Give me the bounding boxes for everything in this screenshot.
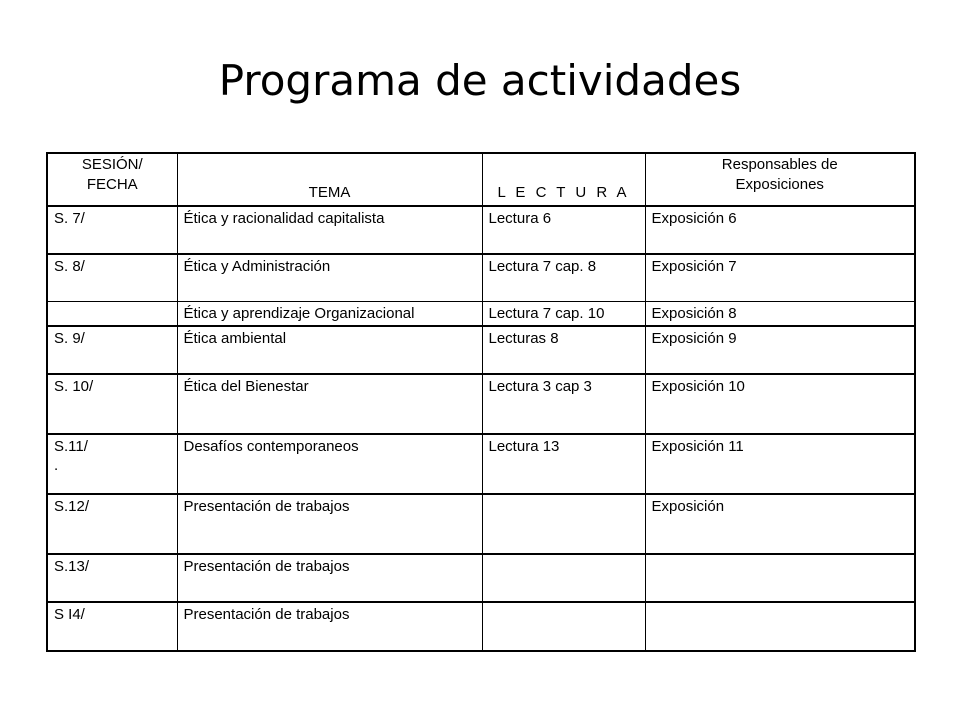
topic-cell: Desafíos contemporaneos <box>177 434 482 494</box>
table-row <box>47 434 915 494</box>
presentation-cell: Exposición 9 <box>645 326 915 374</box>
page-title: Programa de actividades <box>218 56 742 105</box>
reading-cell: Lectura 6 <box>482 206 645 254</box>
table-row <box>47 374 915 434</box>
topic-cell: Ética y racionalidad capitalista <box>177 206 482 254</box>
activities-table <box>46 152 916 652</box>
topic-cell: Presentación de trabajos <box>177 554 482 602</box>
presentation-cell: Exposición 6 <box>645 206 915 254</box>
reading-cell: Lectura 3 cap 3 <box>482 374 645 434</box>
presentation-cell <box>645 554 915 602</box>
session-cell: S. 7/ <box>47 206 177 254</box>
topic-cell: Ética y Administración <box>177 254 482 302</box>
header-session-line2: FECHA <box>86 176 138 193</box>
presentation-cell: Exposición 7 <box>645 254 915 302</box>
presentation-cell: Exposición 11 <box>645 434 915 494</box>
table-header-row <box>47 153 915 206</box>
session-extra: . <box>54 457 59 474</box>
session-cell <box>47 434 177 494</box>
header-session-line1: SESIÓN/ <box>81 156 143 173</box>
session-cell <box>47 302 177 327</box>
topic-cell: Presentación de trabajos <box>177 602 482 651</box>
table-row <box>47 302 915 327</box>
presentation-cell: Exposición 8 <box>645 302 915 327</box>
session-cell: S. 10/ <box>47 374 177 434</box>
table-row <box>47 326 915 374</box>
header-responsible-line2: Exposiciones <box>735 176 824 193</box>
session-cell: S I4/ <box>47 602 177 651</box>
reading-cell <box>482 494 645 554</box>
table-row <box>47 206 915 254</box>
topic-cell: Presentación de trabajos <box>177 494 482 554</box>
topic-cell: Ética y aprendizaje Organizacional <box>177 302 482 327</box>
table-row <box>47 254 915 302</box>
session-cell: S.13/ <box>47 554 177 602</box>
reading-cell: Lectura 7 cap. 8 <box>482 254 645 302</box>
session-cell: S.12/ <box>47 494 177 554</box>
header-session <box>47 153 177 206</box>
topic-cell: Ética ambiental <box>177 326 482 374</box>
header-responsible <box>645 153 915 206</box>
presentation-cell: Exposición <box>645 494 915 554</box>
table-row <box>47 494 915 554</box>
table-row <box>47 602 915 651</box>
reading-cell: Lectura 7 cap. 10 <box>482 302 645 327</box>
header-topic: TEMA <box>177 153 482 206</box>
reading-cell <box>482 602 645 651</box>
presentation-cell: Exposición 10 <box>645 374 915 434</box>
session-label: S.11/ <box>54 438 88 455</box>
reading-cell: Lectura 13 <box>482 434 645 494</box>
table-row <box>47 554 915 602</box>
reading-cell <box>482 554 645 602</box>
topic-cell: Ética del Bienestar <box>177 374 482 434</box>
reading-cell: Lecturas 8 <box>482 326 645 374</box>
header-reading: L E C T U R A <box>482 153 645 206</box>
presentation-cell <box>645 602 915 651</box>
session-cell: S. 9/ <box>47 326 177 374</box>
header-responsible-line1: Responsables de <box>721 156 838 173</box>
session-cell: S. 8/ <box>47 254 177 302</box>
